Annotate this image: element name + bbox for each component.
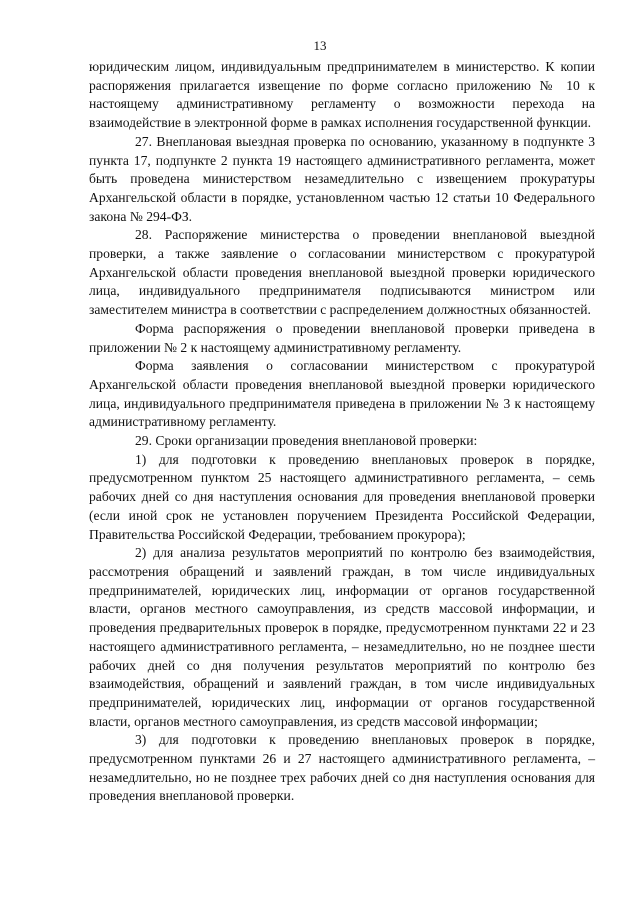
paragraph: 3) для подготовки к проведению внеплановых проверок в порядке, предусмотренном пунктами 26 и 27 настоящего административного регламента, – незамедлительно, но не позднее трех рабочих дней со дня наступления основания для проведения внеплановой проверки. xyxy=(89,732,595,804)
page-number: 13 xyxy=(313,38,327,53)
paragraph: 1) для подготовки к проведению внеплановых проверок в порядке, предусмотренном пунктом 25 настоящего административного регламента, – семь рабочих дней со дня наступления основания для проведения внеплановой проверки (если иной срок не установлен поручением Президента Российской Федерации, Правительства Российской Федерации, требованием прокурора); xyxy=(89,451,595,542)
paragraph: 28. Распоряжение министерства о проведении внеплановой выездной проверки, а также заявление о согласовании министерством с прокуратурой Архангельской области проведения внеплановой выездной проверки юридического лица, индивидуального предпринимателя подписываются министром или заместителем министра в соответствии с распределением должностных обязанностей. xyxy=(89,227,595,318)
paragraph: 27. Внеплановая выездная проверка по основанию, указанному в подпункте 3 пункта 17, подпункте 2 пункта 19 настоящего административного регламента, может быть проведена министерством незамедлительно с извещением прокуратуры Архангельской области в порядке, установленном частью 12 статьи 10 Федерального закона № 294-ФЗ. xyxy=(89,133,595,224)
paragraph: юридическим лицом, индивидуальным предпринимателем в министерство. К копии распоряжения прилагается извещение по форме согласно приложению № 10 к настоящему административному регламенту о возможности перехода на взаимодействие в электронной форме в рамках исполнения государственной функции. xyxy=(89,59,595,131)
paragraph: Форма распоряжения о проведении внеплановой проверки приведена в приложении № 2 к настоящему административному регламенту. xyxy=(89,320,595,355)
paragraph: 29. Сроки организации проведения внеплановой проверки: xyxy=(135,433,478,449)
document-body xyxy=(89,58,595,806)
paragraph: 2) для анализа результатов мероприятий по контролю без взаимодействия, рассмотрения обращений и заявлений граждан, в том числе индивидуальных предпринимателей, юридических лиц, информации от органов государственной власти, органов местного самоуправления, из средств массовой информации, и проведения предварительных проверок в порядке, предусмотренном пунктами 22 и 23 настоящего административного регламента, – незамедлительно, но не позднее шести рабочих дней со дня получения результатов мероприятий по контролю без взаимодействия, обращений и заявлений граждан, в том числе индивидуальных предпринимателей, юридических лиц, информации от органов государственной власти, органов местного самоуправления, из средств массовой информации; xyxy=(89,545,595,729)
paragraph: Форма заявления о согласовании министерством с прокуратурой Архангельской области проведения внеплановой выездной проверки юридического лица, индивидуального предпринимателя приведена в приложении № 3 к настоящему административному регламенту. xyxy=(89,358,595,430)
